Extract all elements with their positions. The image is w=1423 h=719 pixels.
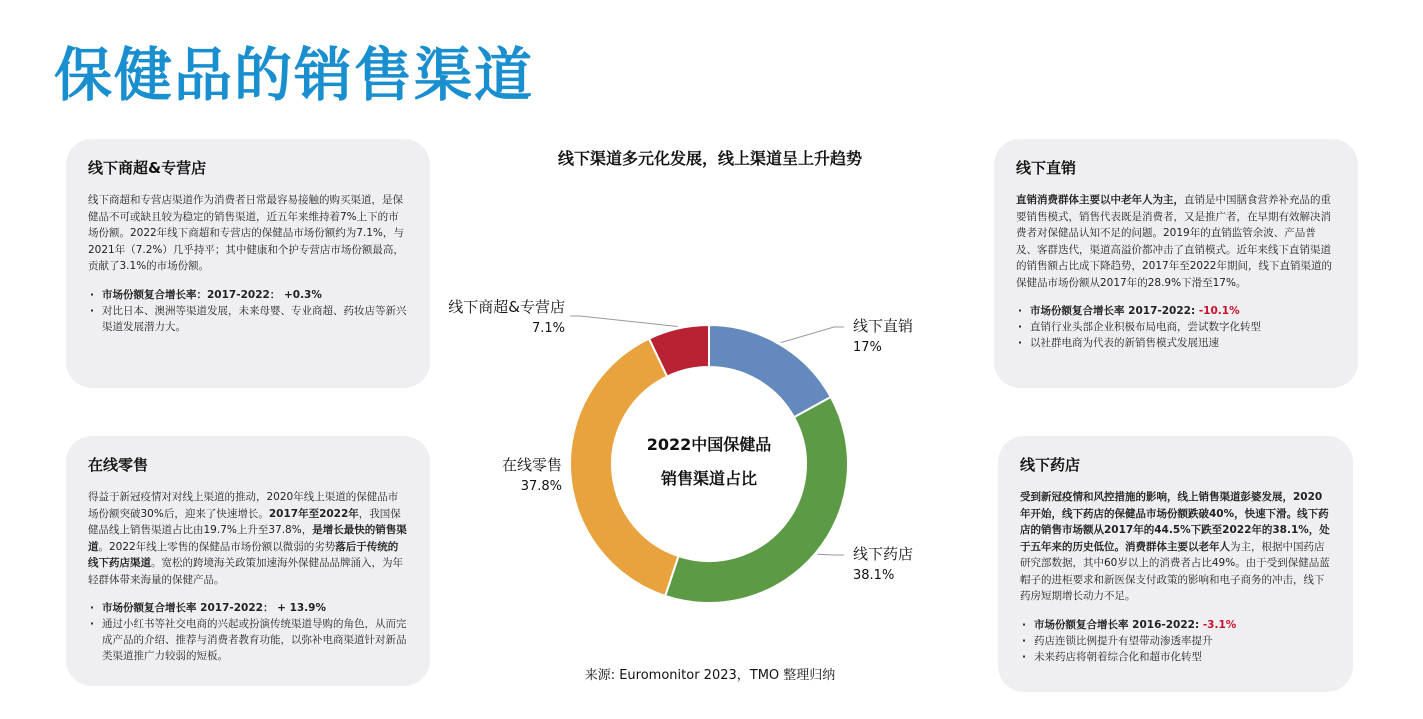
card-direct-bullet-3: · 以社群电商为代表的新销售模式发展迅速 bbox=[1016, 335, 1336, 351]
card-pharmacy-body bbox=[1020, 489, 1331, 605]
leader-line-4 bbox=[570, 316, 678, 326]
slice-value-1: 17% bbox=[853, 340, 882, 355]
card-online-body-c: ，我国保健品线上销售渠道占比由19.7%上升至37.8%， bbox=[88, 507, 401, 536]
card-pharmacy-body-b: 为主，根据中国药店研究部数据，其中60岁以上的消费者占比49%。由于受到保健品蓝帽子的进柜要求和新医保支付政策的影响和电子商务的冲击，线下药房短期增长动力不足。 bbox=[1020, 540, 1330, 602]
card-online-body-f: 落后于传统的线下药店渠道 bbox=[88, 540, 399, 569]
center-label-line2: 销售渠道占比 bbox=[660, 469, 758, 488]
chart-title: 线下渠道多元化发展，线上渠道呈上升趋势 bbox=[557, 149, 862, 168]
card-supermarket-body: 线下商超和专营店渠道作为消费者日常最容易接触的购买渠道，是保健品不可或缺且较为稳定的销售渠道，近五年来维持着7%上下的市场份额。2022年线下商超和专营店的保健品市场份额约为7.1%，与2021年（7.2%）几乎持平；其中健康和个护专营店市场份额最高，贡献了3.1%的市场份额。 bbox=[88, 194, 404, 272]
card-pharmacy-bullets bbox=[1020, 617, 1331, 665]
card-direct-title: 线下直销 bbox=[1016, 159, 1077, 177]
slice-value-2: 38.1% bbox=[853, 568, 895, 583]
card-pharmacy-bullet-2: · 药店连锁比例提升有望带动渗透率提升 bbox=[1020, 633, 1331, 649]
card-direct-body-a: 直销消费群体主要以中老年人为主， bbox=[1016, 194, 1184, 206]
card-online-body-a: 得益于新冠疫情对对线上渠道的推动，2020年线上渠道的保健品市场份额突破30%后，迎来了快速增长。 bbox=[88, 491, 399, 520]
source-note: 来源: Euromonitor 2023，TMO 整理归纳 bbox=[584, 668, 836, 683]
card-online-body-e: 。2022年线上零售的保健品市场份额以微弱的劣势 bbox=[98, 540, 336, 553]
card-supermarket-bullet-cagr: · 市场份额复合增长率：2017-2022： +0.3% bbox=[88, 287, 408, 303]
slice-value-4: 7.1% bbox=[531, 321, 565, 336]
card-online-bullet-cagr: · 市场份额复合增长率 2017-2022： + 13.9% bbox=[88, 600, 408, 616]
card-direct-body bbox=[1016, 192, 1336, 291]
card-online-body-g: 。宽松的跨境海关政策加速海外保健品品牌涌入，为年轻群体带来海量的保健产品。 bbox=[88, 557, 403, 586]
leader-line-2 bbox=[817, 554, 844, 555]
page-title: 保健品的销售渠道 bbox=[54, 41, 535, 109]
card-online bbox=[66, 436, 430, 686]
donut-chart bbox=[420, 280, 1000, 660]
slice-label-4: 线下商超&专营店 bbox=[448, 298, 565, 316]
center-label-line1: 2022中国保健品 bbox=[646, 435, 772, 454]
card-online-bullet-2: · 通过小红书等社交电商的兴起或扮演传统渠道导购的角色，从而完成产品的介绍、推荐与消费者教育功能，以弥补电商渠道针对新品类渠道推广力较弱的短板。 bbox=[88, 616, 408, 664]
card-online-body-d: 是增长最快的销售渠道 bbox=[88, 524, 407, 553]
donut-slice-2 bbox=[665, 397, 848, 603]
card-pharmacy-body-a: 受到新冠疫情和风控措施的影响，线上销售渠道彭婆发展，2020年开始，线下药店的保健品市场份额跌破40%，快速下滑。线下药店的销售市场额从2017年的44.5%下跌至2022年的38.1%，处于五年来的历史低位。消费群体主要以老年人 bbox=[1020, 491, 1330, 553]
slice-value-3: 37.8% bbox=[520, 479, 562, 494]
card-direct-cagr-value: -10.1% bbox=[1198, 305, 1240, 317]
donut-slice-1 bbox=[709, 325, 831, 417]
card-online-body bbox=[88, 489, 408, 588]
card-direct-cagr-label: 市场份额复合增长率 2017-2022: bbox=[1030, 305, 1199, 317]
donut-slice-3 bbox=[570, 339, 678, 596]
card-pharmacy bbox=[998, 436, 1353, 692]
slice-label-1: 线下直销 bbox=[853, 317, 914, 335]
card-pharmacy-cagr-value: -3.1% bbox=[1202, 618, 1237, 631]
slice-label-2: 线下药店 bbox=[853, 545, 914, 563]
card-direct-bullet-cagr bbox=[1016, 303, 1336, 319]
card-pharmacy-title: 线下药店 bbox=[1020, 456, 1081, 474]
card-supermarket-bullet-2: · 对比日本、澳洲等渠道发展，未来母婴、专业商超、药妆店等新兴渠道发展潜力大。 bbox=[88, 303, 408, 335]
card-supermarket bbox=[66, 139, 430, 388]
card-direct bbox=[994, 139, 1358, 388]
slice-label-3: 在线零售 bbox=[501, 456, 562, 474]
card-pharmacy-bullet-cagr bbox=[1020, 617, 1331, 633]
card-pharmacy-cagr-label: 市场份额复合增长率 2016-2022: bbox=[1034, 618, 1203, 631]
card-online-title: 在线零售 bbox=[88, 456, 149, 474]
card-supermarket-bullets bbox=[88, 287, 408, 335]
card-supermarket-title: 线下商超&专营店 bbox=[88, 159, 207, 177]
donut-slices bbox=[570, 325, 848, 603]
card-direct-bullet-2: · 直销行业头部企业积极布局电商，尝试数字化转型 bbox=[1016, 319, 1336, 335]
card-online-bullets bbox=[88, 600, 408, 664]
card-pharmacy-bullet-3: · 未来药店将朝着综合化和超市化转型 bbox=[1020, 649, 1331, 665]
card-direct-bullets bbox=[1016, 303, 1336, 351]
leader-line-1 bbox=[781, 327, 844, 343]
card-direct-body-b: 直销是中国膳食营养补充品的重要销售模式，销售代表既是消费者，又是推广者，在早期有效解决消费者对保健品认知不足的问题。2019年的直销监管余波、产品普及、客群迭代，渠道高溢价都冲击了直销模式。近年来线下直销渠道的销售额占比成下降趋势，2017年至2022年期间，线下直销渠道的保健品市场份额从2017年的28.9%下滑至17%。 bbox=[1016, 194, 1332, 289]
card-online-body-b: 2017年至2022年 bbox=[268, 507, 359, 520]
